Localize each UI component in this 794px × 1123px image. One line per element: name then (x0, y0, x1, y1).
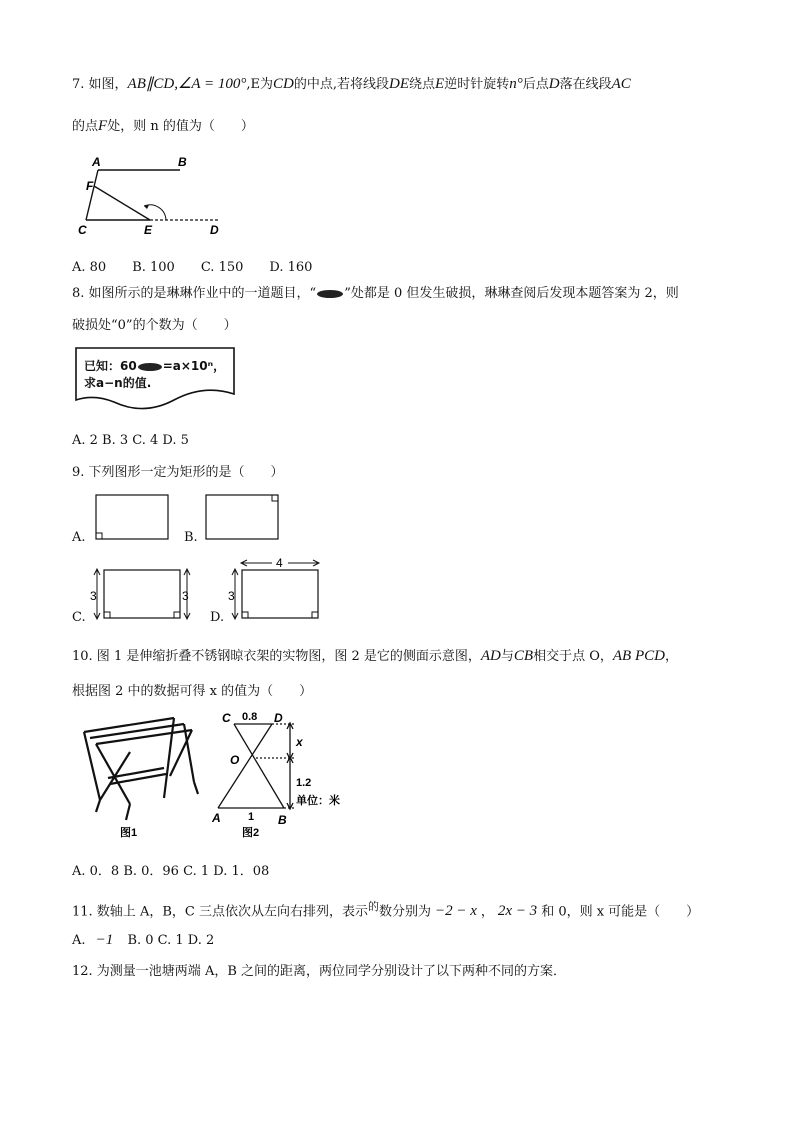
q10-math-cb: CB (513, 648, 534, 664)
drying-rack-drawing (84, 718, 198, 820)
q8-line-1 (72, 284, 679, 304)
q7-text: 绕点 (409, 77, 436, 92)
label-b: B (278, 813, 287, 827)
dim-label-left: 3 (90, 589, 97, 603)
q9-option-b-label: B. (184, 530, 198, 545)
dim-1: 1 (248, 811, 255, 823)
q8-options: A. 2 B. 3 C. 4 D. 5 (72, 433, 189, 448)
fig1-caption: 图1 (120, 827, 138, 839)
q7-math-d: D (548, 76, 560, 92)
q10-text: 10. 图 1 是伸缩折叠不锈钢晾衣架的实物图，图 2 是它的侧面示意图， (72, 649, 481, 664)
q10-text: ， (664, 649, 678, 664)
q7-text: ,E为 (246, 77, 274, 92)
q10-figure-1 (74, 712, 208, 840)
q8-text: 8. 如图所示的是琳琳作业中的一道题目，“ (72, 286, 317, 301)
q7-math-de: DE (389, 76, 410, 92)
dim-1-2: 1.2 (296, 777, 312, 789)
q9-option-a-label: A. (72, 530, 86, 545)
right-angle-mark (96, 533, 102, 539)
unit-label: 单位：米 (296, 795, 340, 807)
q11-option-a-value: −1 (95, 932, 114, 948)
segment-ac (86, 170, 98, 220)
q8-line-2: 破损处“0”的个数为（ ） (72, 318, 237, 333)
rect-b (206, 495, 278, 539)
dim-label-right: 3 (182, 589, 189, 603)
right-angle-mark (272, 495, 278, 501)
q7-line-1 (72, 74, 631, 95)
q7-math-e: E (435, 76, 445, 92)
q7-text: 的点 (72, 119, 99, 134)
q7-text: 7. 如图， (72, 77, 128, 92)
dim-label-top: 4 (276, 556, 283, 570)
card-text: =a×10ⁿ， (162, 359, 226, 373)
segment-fe (94, 186, 150, 220)
q9-figure-a (94, 493, 174, 543)
q7-math-ab-cd: AB∥CD,∠A = 100° (127, 76, 247, 92)
q7-math-n: n° (509, 76, 523, 92)
q9-figure-d (228, 556, 324, 624)
q11-sup-text: 的 (367, 900, 379, 913)
damaged-blot-icon (317, 290, 343, 298)
label-c: C (222, 711, 231, 725)
q11-math-expr-b: 2x − 3 (497, 903, 538, 920)
q11-option-a: A. (72, 933, 86, 948)
dim-x: x (296, 735, 303, 749)
right-angle-marks (104, 612, 180, 618)
q11-options (72, 932, 214, 949)
q8-card-text (84, 358, 225, 392)
q7-text: 的中点,若将线段 (293, 77, 390, 92)
dim-label-left: 3 (228, 589, 235, 603)
q12-line-1: 12. 为测量一池塘两端 A，B 之间的距离，两位同学分别设计了以下两种不同的方案． (72, 964, 567, 979)
q11-math-expr-a: −2 − x (434, 903, 477, 920)
label-c: C (78, 223, 87, 237)
q7-math-cd: CD (273, 76, 294, 92)
rect-d (242, 570, 318, 618)
q7-math-f: F (98, 118, 108, 134)
rect-c (104, 570, 180, 618)
q7-text: 落在线段 (559, 77, 612, 92)
q11-text: 和 0，则 x 可能是（ ） (541, 904, 700, 920)
q7-figure (70, 150, 230, 240)
q7-text: 逆时针旋转 (444, 77, 510, 92)
dim-0-8: 0.8 (242, 711, 258, 723)
q11-text: 数分别为 (378, 904, 431, 920)
q10-text: 与 (500, 649, 514, 664)
q8-text: ”处都是 0 但发生破损，琳琳查阅后发现本题答案为 2，则 (344, 286, 679, 301)
q7-text: 后点 (522, 77, 549, 92)
label-d: D (210, 223, 219, 237)
q9-option-d-label: D. (210, 610, 225, 625)
fig2-caption: 图2 (242, 827, 260, 839)
q7-line-2 (72, 116, 254, 137)
q7-math-ac: AC (611, 76, 631, 92)
q9-title: 9. 下列图形一定为矩形的是（ ） (72, 465, 284, 480)
q9-figure-c (90, 566, 194, 624)
q11-options-rest: B. 0 C. 1 D. 2 (127, 933, 215, 948)
card-text: 已知：60 (84, 359, 137, 373)
q10-math-ad: AD (480, 648, 501, 664)
q10-math-ab-cd: AB PCD (612, 648, 665, 664)
label-f: F (86, 179, 94, 193)
rect-a (96, 495, 168, 539)
label-d: D (274, 711, 283, 725)
q11-line-1 (72, 897, 699, 922)
q9-option-c-label: C. (72, 610, 86, 625)
label-a: A (92, 155, 101, 169)
q11-text: 11. 数轴上 A，B，C 三点依次从左向右排列，表示 (72, 904, 368, 920)
q7-text: 处，则 n 的值为（ ） (107, 119, 254, 134)
label-a: A (212, 811, 221, 825)
card-line-2: 求a−n的值. (84, 376, 152, 390)
card-line-1 (84, 358, 225, 375)
q9-figure-b (204, 493, 284, 543)
q7-options: A. 80 B. 100 C. 150 D. 160 (72, 260, 313, 275)
label-o: O (230, 753, 240, 767)
card-blot-icon (138, 363, 162, 371)
q11-text: ， (480, 904, 494, 920)
q10-figure-2 (212, 708, 362, 840)
label-e: E (144, 223, 153, 237)
q10-text: 相交于点 O， (533, 649, 613, 664)
right-angle-marks (242, 612, 318, 618)
q10-options: A. 0．8 B. 0．96 C. 1 D. 1．08 (72, 864, 270, 879)
label-b: B (178, 155, 187, 169)
q10-line-2: 根据图 2 中的数据可得 x 的值为（ ） (72, 684, 313, 699)
q10-line-1 (72, 646, 678, 667)
